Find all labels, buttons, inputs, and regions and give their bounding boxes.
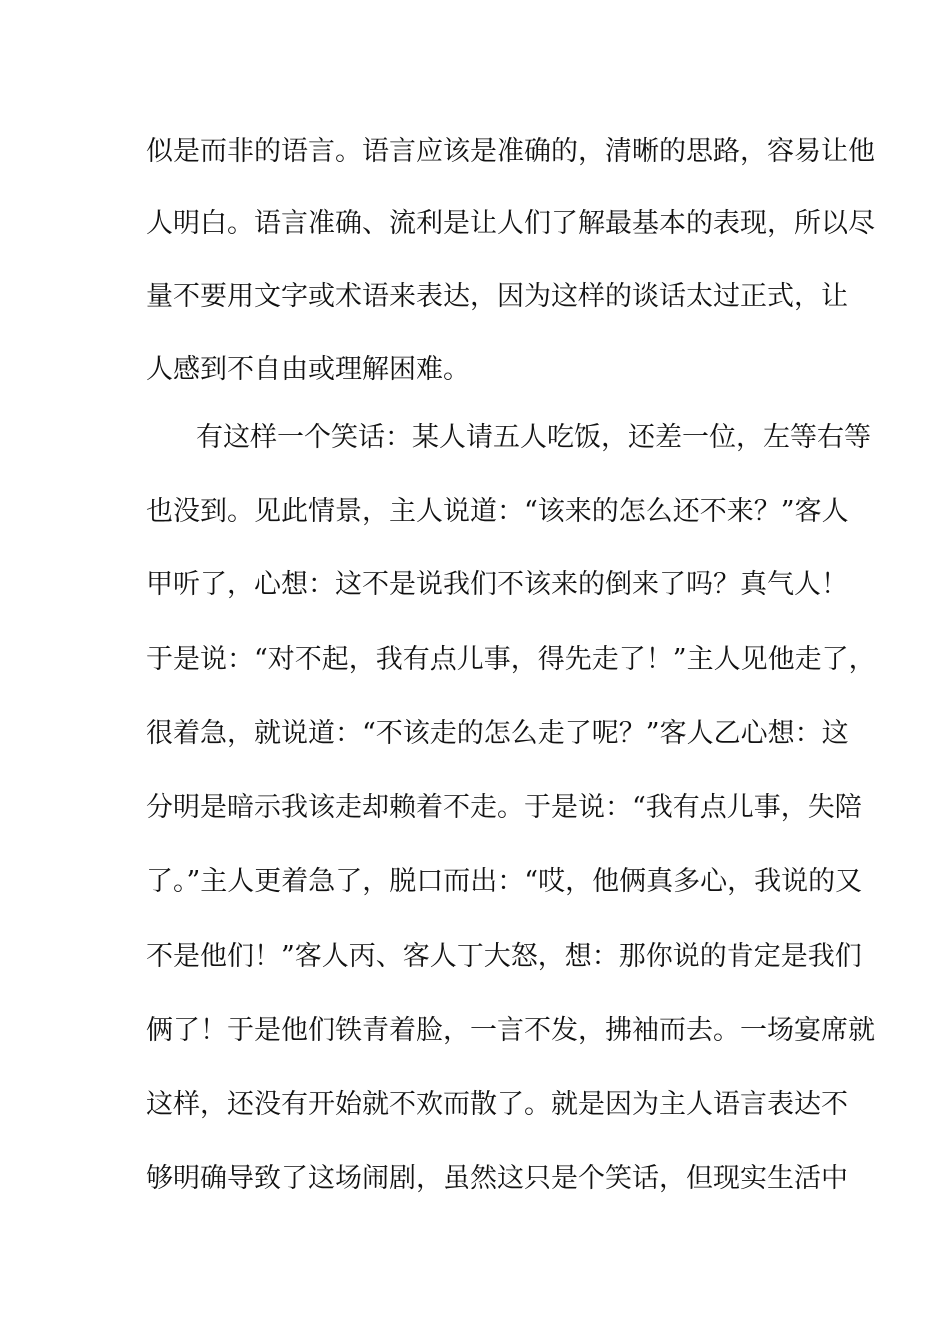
- paragraph-2-line-8: 不是他们！”客人丙、客人丁大怒，想：那你说的肯定是我们: [146, 941, 862, 972]
- paragraph-2-line-6: 分明是暗示我该走却赖着不走。于是说：“我有点儿事，失陪: [146, 792, 862, 823]
- paragraph-1-line-4: 人感到不自由或理解困难。: [146, 354, 470, 385]
- paragraph-2-line-11: 够明确导致了这场闹剧，虽然这只是个笑话，但现实生活中: [146, 1163, 848, 1194]
- paragraph-2-line-2: 也没到。见此情景，主人说道：“该来的怎么还不来？”客人: [146, 496, 849, 527]
- paragraph-2-line-5: 很着急，就说道：“不该走的怎么走了呢？”客人乙心想：这: [146, 718, 849, 749]
- paragraph-1-line-3: 量不要用文字或术语来表达，因为这样的谈话太过正式，让: [146, 281, 848, 312]
- paragraph-1-line-2: 人明白。语言准确、流利是让人们了解最基本的表现，所以尽: [146, 208, 875, 239]
- paragraph-2-line-1: 有这样一个笑话：某人请五人吃饭，还差一位，左等右等: [196, 422, 871, 453]
- paragraph-1-line-1: 似是而非的语言。语言应该是准确的，清晰的思路，容易让他: [146, 136, 875, 167]
- paragraph-2-line-9: 俩了！于是他们铁青着脸，一言不发，拂袖而去。一场宴席就: [146, 1015, 875, 1046]
- paragraph-2-line-4: 于是说：“对不起，我有点儿事，得先走了！”主人见他走了，: [146, 644, 876, 675]
- paragraph-2-line-3: 甲听了，心想：这不是说我们不该来的倒来了吗？真气人！: [146, 569, 848, 600]
- paragraph-2-line-7: 了。”主人更着急了，脱口而出：“哎，他俩真多心，我说的又: [146, 866, 863, 897]
- paragraph-2-line-10: 这样，还没有开始就不欢而散了。就是因为主人语言表达不: [146, 1089, 848, 1120]
